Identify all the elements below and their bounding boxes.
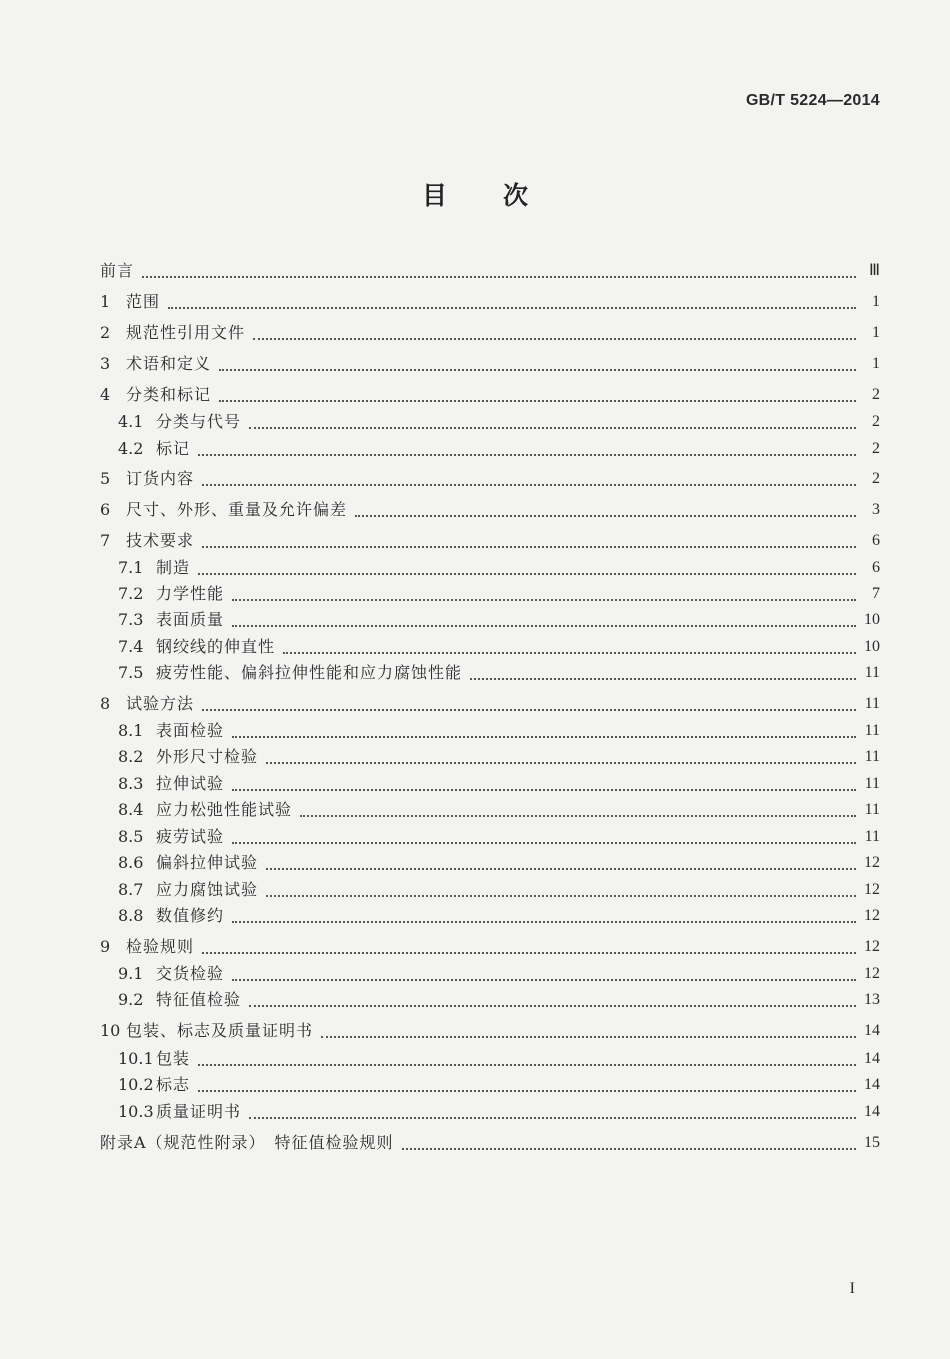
toc-entry-number: 8.8 [118, 906, 144, 925]
toc-entry-number: 10.1 [118, 1049, 154, 1068]
toc-entry-number: 1 [100, 292, 111, 311]
toc-entry-label: 应力腐蚀试验 [156, 880, 259, 899]
toc-leader-dots [232, 589, 856, 601]
toc-entry-label: 标志 [156, 1075, 191, 1094]
toc-entry-number: 9 [100, 937, 111, 956]
toc-entry[interactable] [100, 409, 880, 435]
toc-entry-number: 6 [100, 500, 111, 519]
toc-entry-label: 规范性引用文件 [126, 323, 246, 342]
toc-leader-dots [202, 536, 856, 548]
title-char-1: 目 [421, 181, 447, 210]
toc-entry-number: 8.4 [118, 800, 144, 819]
toc-entry[interactable] [100, 634, 880, 660]
toc-entry-number: 7.2 [118, 584, 144, 603]
toc-entry-label: 制造 [156, 558, 191, 577]
toc-entry-page: 11 [864, 775, 880, 792]
toc-entry[interactable] [100, 961, 880, 987]
toc-entry-page: 11 [864, 722, 880, 739]
toc-entry[interactable] [100, 1046, 880, 1072]
toc-entry-number: 7.5 [118, 663, 144, 682]
toc-leader-dots [283, 642, 856, 654]
toc-entry-number: 8.5 [118, 827, 144, 846]
page-number: I [849, 1280, 855, 1297]
toc-entry-page: 1 [872, 324, 880, 341]
toc-entry-page: 3 [872, 501, 880, 518]
toc-leader-dots [198, 444, 856, 456]
toc-entry[interactable] [100, 351, 880, 377]
toc-entry-label: 偏斜拉伸试验 [156, 853, 259, 872]
toc-entry[interactable] [100, 1099, 880, 1125]
toc-entry-page: 14 [864, 1022, 880, 1039]
toc-entry-label: 质量证明书 [156, 1102, 242, 1121]
toc-entry-page: 13 [864, 991, 880, 1008]
toc-entry[interactable] [100, 320, 880, 346]
toc-entry-page: 11 [864, 664, 880, 681]
toc-entry-page: Ⅲ [868, 262, 880, 279]
toc-leader-dots [198, 1080, 856, 1092]
toc-entry-number: 8 [100, 694, 111, 713]
toc-entry-label: 表面质量 [156, 610, 225, 629]
toc-entry-label: 疲劳试验 [156, 827, 225, 846]
toc-entry-label: 标记 [156, 439, 191, 458]
toc-entry-number: 7.3 [118, 610, 144, 629]
toc-entry-label: 试验方法 [126, 694, 195, 713]
title-char-2: 次 [503, 181, 529, 210]
toc-entry-number: 10.3 [118, 1102, 154, 1121]
toc-entry-number: 8.1 [118, 721, 144, 740]
toc-entry[interactable] [100, 607, 880, 633]
toc-entry[interactable] [100, 1130, 880, 1156]
toc-entry-label: 力学性能 [156, 584, 225, 603]
toc-entry[interactable] [100, 436, 880, 462]
toc-leader-dots [266, 858, 856, 870]
toc-entry-page: 1 [872, 293, 880, 310]
toc-leader-dots [219, 390, 856, 402]
toc-entry[interactable] [100, 289, 880, 315]
toc-entry-label: 外形尺寸检验 [156, 747, 259, 766]
toc-leader-dots [232, 615, 856, 627]
toc-entry-number: 8.7 [118, 880, 144, 899]
toc-entry[interactable] [100, 934, 880, 960]
toc-entry-label: 检验规则 [126, 937, 195, 956]
toc-entry-label: 分类和标记 [126, 385, 212, 404]
toc-leader-dots [168, 297, 856, 309]
toc-leader-dots [202, 942, 856, 954]
toc-entry-page: 11 [864, 695, 880, 712]
toc-entry-label: 交货检验 [156, 964, 225, 983]
toc-entry-label: 钢绞线的伸直性 [156, 637, 276, 656]
toc-entry-number: 8.3 [118, 774, 144, 793]
toc-entry-page: 14 [864, 1050, 880, 1067]
toc-entry-number: 9.1 [118, 964, 144, 983]
toc-entry[interactable] [100, 718, 880, 744]
toc-entry-page: 11 [864, 801, 880, 818]
toc-entry[interactable] [100, 258, 880, 284]
toc-entry-label: 附录A（规范性附录） 特征值检验规则 [100, 1133, 394, 1152]
toc-entry-number: 8.2 [118, 747, 144, 766]
toc-entry-page: 2 [872, 440, 880, 457]
toc-entry-number: 4.1 [118, 412, 144, 431]
toc-entry-label: 订货内容 [126, 469, 195, 488]
toc-leader-dots [232, 779, 856, 791]
toc-entry-label: 拉伸试验 [156, 774, 225, 793]
toc-entry-label: 分类与代号 [156, 412, 242, 431]
toc-leader-dots [232, 969, 856, 981]
toc-leader-dots [198, 1054, 856, 1066]
toc-leader-dots [249, 1107, 856, 1119]
toc-leader-dots [202, 474, 856, 486]
toc-leader-dots [142, 266, 856, 278]
toc-entry[interactable] [100, 797, 880, 823]
toc-entry-page: 14 [864, 1076, 880, 1093]
toc-entry-page: 15 [864, 1134, 880, 1151]
toc-entry-number: 10 [100, 1021, 121, 1040]
toc-entry-page: 12 [864, 854, 880, 871]
toc-entry-page: 12 [864, 881, 880, 898]
toc-entry[interactable] [100, 824, 880, 850]
standard-code: GB/T 5224—2014 [745, 92, 880, 109]
toc-entry[interactable] [100, 528, 880, 554]
toc-entry[interactable] [100, 497, 880, 523]
toc-entry-number: 8.6 [118, 853, 144, 872]
toc-entry-number: 4 [100, 385, 111, 404]
toc-entry-page: 12 [864, 907, 880, 924]
toc-entry-label: 术语和定义 [126, 354, 212, 373]
toc-entry-page: 6 [872, 532, 880, 549]
toc-entry[interactable] [100, 1018, 880, 1044]
toc-entry-label: 疲劳性能、偏斜拉伸性能和应力腐蚀性能 [156, 663, 463, 682]
toc-entry[interactable] [100, 850, 880, 876]
toc-entry[interactable] [100, 382, 880, 408]
toc-entry-number: 3 [100, 354, 111, 373]
toc-leader-dots [300, 805, 856, 817]
toc-entry-page: 2 [872, 470, 880, 487]
toc-leader-dots [198, 563, 856, 575]
toc-entry[interactable] [100, 691, 880, 717]
toc-entry-page: 10 [864, 638, 880, 655]
toc-entry-label: 表面检验 [156, 721, 225, 740]
toc-leader-dots [232, 911, 856, 923]
toc-entry-label: 数值修约 [156, 906, 225, 925]
toc-leader-dots [266, 885, 856, 897]
toc-entry-label: 前言 [100, 261, 135, 280]
toc-entry-label: 包装 [156, 1049, 191, 1068]
toc-leader-dots [249, 417, 856, 429]
toc-entry-number: 4.2 [118, 439, 144, 458]
toc-leader-dots [202, 699, 856, 711]
toc-leader-dots [266, 752, 856, 764]
toc-entry-number: 5 [100, 469, 111, 488]
toc-entry-number: 9.2 [118, 990, 144, 1009]
toc-entry[interactable] [100, 771, 880, 797]
toc-entry-number: 7.4 [118, 637, 144, 656]
toc-entry[interactable] [100, 903, 880, 929]
toc-entry-page: 7 [872, 585, 880, 602]
toc-entry-number: 2 [100, 323, 111, 342]
toc-entry-number: 7 [100, 531, 111, 550]
toc-leader-dots [470, 668, 856, 680]
page-title [0, 176, 950, 212]
toc-entry-page: 2 [872, 413, 880, 430]
toc-leader-dots [232, 726, 856, 738]
toc-entry-label: 特征值检验 [156, 990, 242, 1009]
toc-leader-dots [249, 995, 856, 1007]
toc-entry-label: 尺寸、外形、重量及允许偏差 [126, 500, 348, 519]
toc-entry[interactable] [100, 555, 880, 581]
toc-leader-dots [355, 505, 856, 517]
toc-entry-page: 12 [864, 938, 880, 955]
toc-leader-dots [253, 328, 856, 340]
toc-entry[interactable] [100, 987, 880, 1013]
toc-entry-number: 10.2 [118, 1075, 154, 1094]
toc-entry[interactable] [100, 1072, 880, 1098]
toc-entry-page: 1 [872, 355, 880, 372]
toc-entry-label: 范围 [126, 292, 161, 311]
toc-entry-page: 2 [872, 386, 880, 403]
toc-entry[interactable] [100, 744, 880, 770]
toc-entry-label: 包装、标志及质量证明书 [126, 1021, 314, 1040]
toc-leader-dots [232, 832, 856, 844]
toc-entry-page: 14 [864, 1103, 880, 1120]
toc-entry-label: 应力松弛性能试验 [156, 800, 293, 819]
toc-leader-dots [321, 1026, 856, 1038]
toc-entry-page: 6 [872, 559, 880, 576]
toc-entry[interactable] [100, 581, 880, 607]
toc-entry[interactable] [100, 466, 880, 492]
toc-entry-number: 7.1 [118, 558, 144, 577]
toc-entry[interactable] [100, 660, 880, 686]
toc-entry-page: 10 [864, 611, 880, 628]
toc-entry-page: 11 [864, 828, 880, 845]
toc-entry-label: 技术要求 [126, 531, 195, 550]
toc-entry-page: 11 [864, 748, 880, 765]
toc-entry-page: 12 [864, 965, 880, 982]
toc-entry[interactable] [100, 877, 880, 903]
toc-leader-dots [219, 359, 856, 371]
toc-leader-dots [402, 1138, 856, 1150]
